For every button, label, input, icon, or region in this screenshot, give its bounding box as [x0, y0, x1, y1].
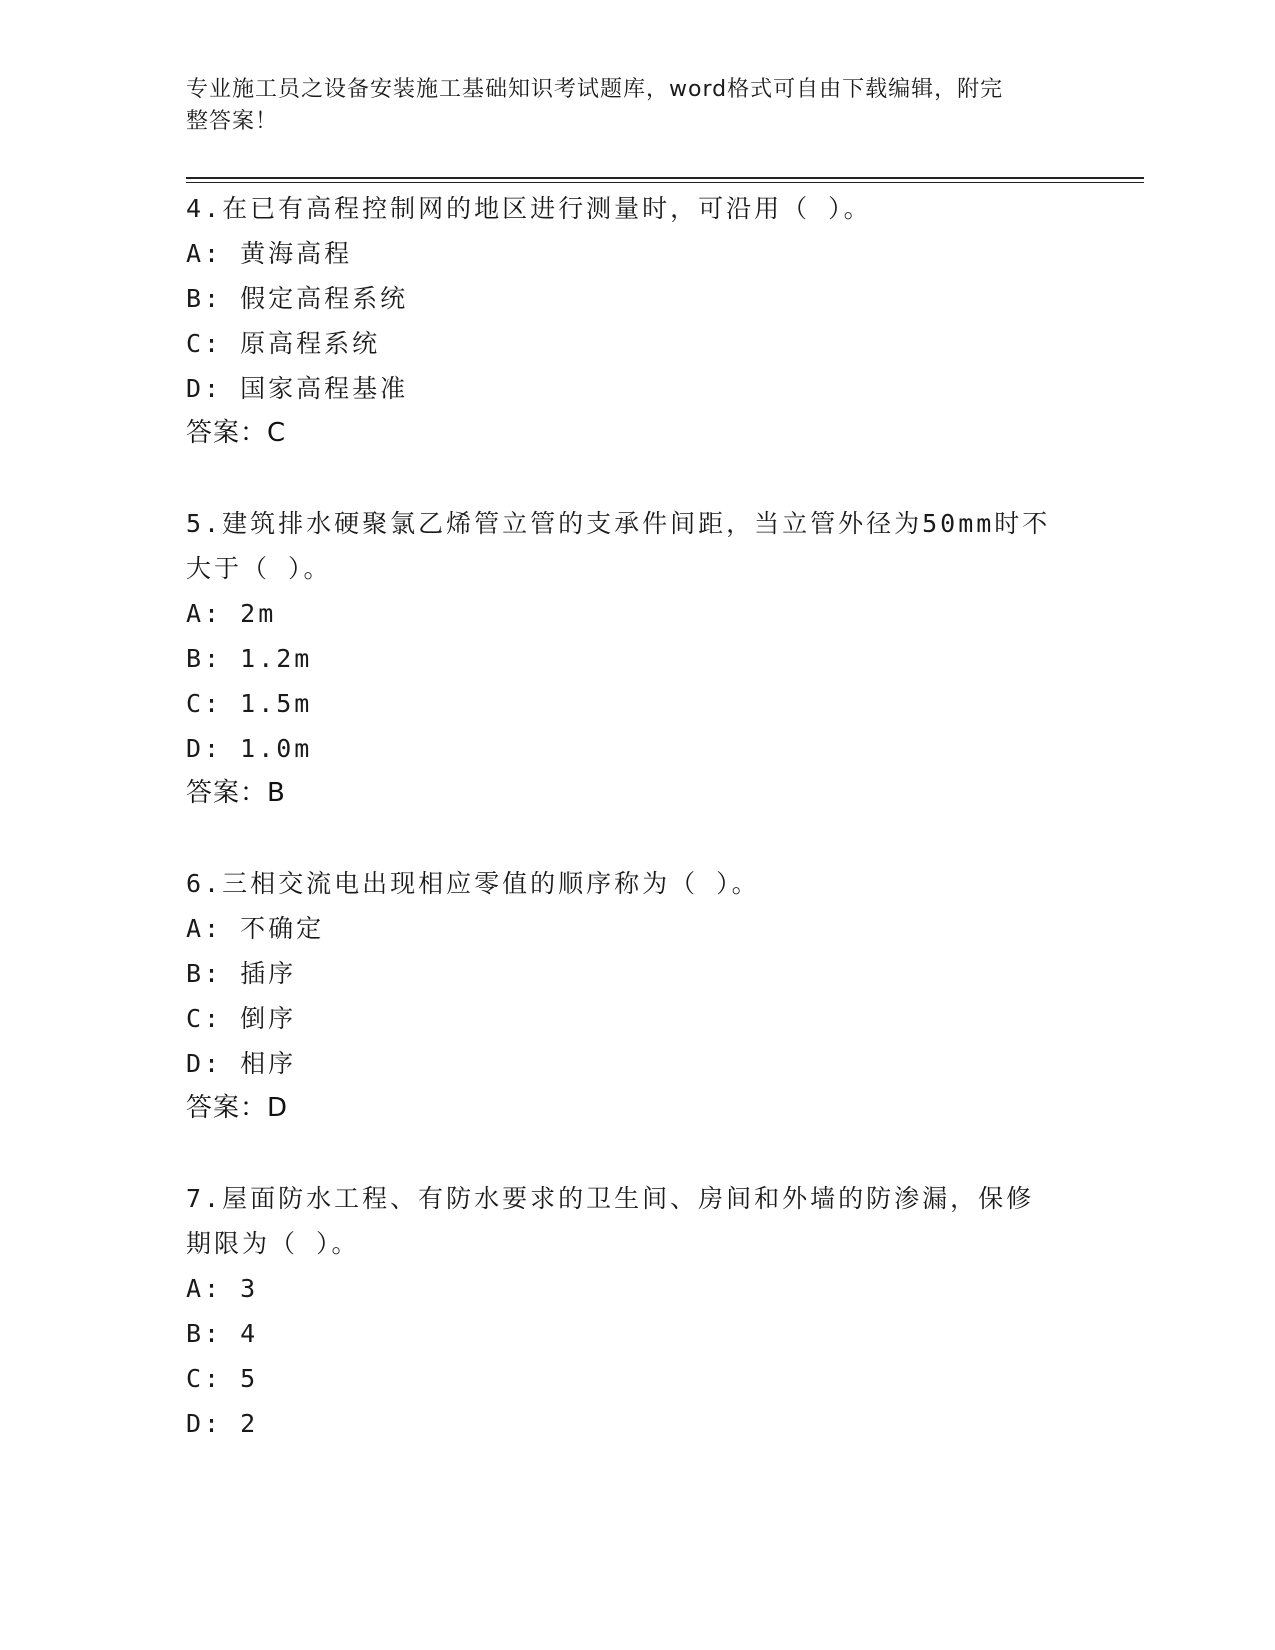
question-text: 7.屋面防水工程、有防水要求的卫生间、房间和外墙的防渗漏，保修	[186, 1184, 1035, 1213]
option-c: C: 1.5m	[186, 689, 313, 718]
question-spacer	[186, 1131, 1086, 1176]
question-spacer	[186, 456, 1086, 501]
option-b: B: 插序	[186, 959, 297, 988]
answer-label: 答案：D	[186, 1093, 289, 1123]
option-c: C: 原高程系统	[186, 329, 381, 358]
question-7	[186, 1176, 1086, 1446]
header-divider-thick	[186, 177, 1144, 179]
option-b: B: 4	[186, 1319, 259, 1348]
option-d: D: 2	[186, 1409, 259, 1438]
option-a: A: 不确定	[186, 914, 325, 943]
question-text: 6.三相交流电出现相应零值的顺序称为（ ）。	[186, 869, 760, 898]
option-d: D: 相序	[186, 1049, 297, 1078]
answer-label: 答案：B	[186, 778, 286, 808]
question-text-continued: 大于（ ）。	[186, 554, 332, 583]
header-divider-thin	[186, 182, 1144, 183]
option-b: B: 1.2m	[186, 644, 313, 673]
option-c: C: 倒序	[186, 1004, 297, 1033]
question-text: 5.建筑排水硬聚氯乙烯管立管的支承件间距，当立管外径为50mm时不	[186, 509, 1051, 538]
question-spacer	[186, 816, 1086, 861]
question-text: 4.在已有高程控制网的地区进行测量时，可沿用（ ）。	[186, 194, 872, 223]
option-d: D: 1.0m	[186, 734, 313, 763]
header-line-1: 专业施工员之设备安装施工基础知识考试题库，word格式可自由下载编辑，附完	[186, 77, 1004, 102]
document-header	[186, 74, 1066, 138]
question-list	[186, 186, 1086, 1446]
question-5	[186, 501, 1086, 816]
answer-label: 答案：C	[186, 418, 287, 448]
option-c: C: 5	[186, 1364, 259, 1393]
option-d: D: 国家高程基准	[186, 374, 409, 403]
header-line-2: 整答案！	[186, 109, 279, 134]
option-a: A: 2m	[186, 599, 277, 628]
option-b: B: 假定高程系统	[186, 284, 409, 313]
question-6	[186, 861, 1086, 1131]
question-4	[186, 186, 1086, 456]
option-a: A: 黄海高程	[186, 239, 353, 268]
option-a: A: 3	[186, 1274, 259, 1303]
question-text-continued: 期限为（ ）。	[186, 1229, 360, 1258]
